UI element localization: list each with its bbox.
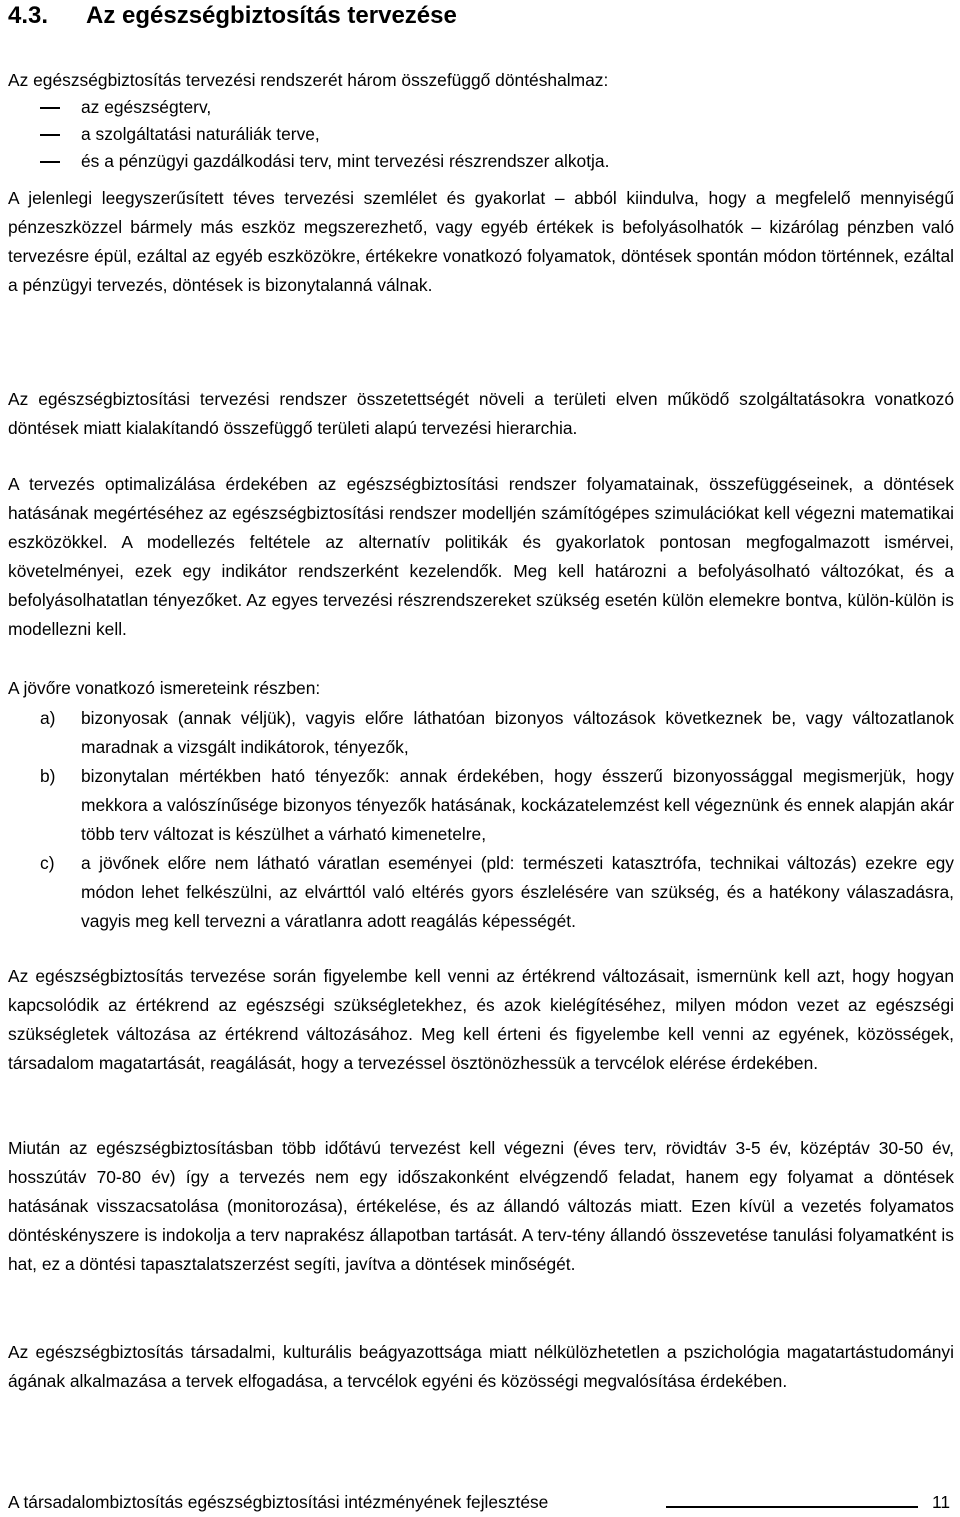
intro-paragraph: Az egészségbiztosítás tervezési rendszerét három összefüggő döntéshalmaz:: [8, 70, 609, 90]
footer-title: A társadalombiztosítás egészségbiztosítási intézményének fejlesztése: [8, 1492, 549, 1512]
page-footer: [8, 1488, 954, 1517]
list-item: [8, 849, 954, 936]
dash-bullet: [40, 107, 60, 109]
lettered-list: [8, 704, 954, 936]
list-item-text: és a pénzügyi gazdálkodási terv, mint tervezési részrendszer alkotja.: [81, 151, 610, 171]
paragraph: Miután az egészségbiztosításban több időtávú tervezést kell végezni (éves terv, rövidtáv 3-5 év, középtáv 30-50 év, hosszútáv 70-80 év) így a tervezés nem egy időszakonként elvégzendő feladat, hanem egy folyamat a döntések hatásának visszacsatolása (monitorozása), értékelése, és az állandó változás miatt. Ezen kívül a vezetés folyamatos döntéskényszere is indokolja a terv naprakész állapotban tartását. A terv-tény állandó összevetése tanulási folyamatként is hat, ez a döntési tapasztalatszerzést segíti, javítva a döntések minőségét.: [8, 1138, 954, 1274]
paragraph: Az egészségbiztosítás társadalmi, kulturális beágyazottsága miatt nélkülözhetetlen a pszichológia magatartástudományi ágának alkalmazása a tervek elfogadása, a tervcélok egyéni és közösségi megvalósítása érdekében.: [8, 1342, 954, 1391]
list-item-text: a jövőnek előre nem látható váratlan eseményei (pld: természeti katasztrófa, technikai változás) ezekre egy módon lehet felkészülni, az elvárttól való eltérés gyors észlelésére van szükség, és a hatékony válaszadásra, vagyis meg kell tervezni a váratlanra adott reagálás képességét.: [81, 853, 954, 931]
paragraph: Az egészségbiztosítás tervezése során figyelembe kell venni az értékrend változásait, ismernünk kell azt, hogy hogyan kapcsolódik az értékrend az egészségi szükségletekhez, és azok kielégítéséhez, milyen módon vezet az egészségi szükségletek változása az értékrend változásához. Meg kell érteni és figyelembe kell venni az egyének, közösségek, társadalom magatartását, reagálását, hogy a tervezéssel ösztönözhessük a tervcélok elérése érdekében.: [8, 966, 954, 1073]
list-item-text: bizonytalan mértékben ható tényezők: annak érdekében, hogy ésszerű bizonyossággal megismerjük, hogy mekkora a valószínűsége bizonyos tényezők hatásának, kockázatelemzést kell végeznünk és ennek alapján akár több terv változat is készülhet a várható kimenetelre,: [81, 766, 954, 844]
dash-bullet: [40, 161, 60, 163]
list-item-text: a szolgáltatási naturáliák terve,: [81, 124, 320, 144]
list-marker: a): [40, 708, 56, 728]
list-item: [8, 94, 954, 121]
section-heading: [8, 3, 457, 29]
list-item-text: bizonyosak (annak véljük), vagyis előre láthatóan bizonyos változások következnek be, vagy változatlanok maradnak a vizsgált indikátorok, tényezők,: [81, 708, 954, 757]
page-number: 11: [931, 1492, 950, 1512]
paragraph: A tervezés optimalizálása érdekében az egészségbiztosítási rendszer folyamatainak, összefüggéseinek, a döntések hatásának megértéséhez az egészségbiztosítási rendszer modelljén számítógépes szimulációkat kell végezni matematikai eszközökkel. A modellezés feltétele az alternatív politikák és gyakorlatok pontosan megfogalmazott ismérvei, követelményei, ezek egy indikátor rendszerként kezelendők. Meg kell határozni a befolyásolható változókat, és a befolyásolhatatlan tényezőket. Az egyes tervezési részrendszereket szükség esetén külön elemekre bontva, külön-külön is modellezni kell.: [8, 474, 954, 639]
list-item-text: az egészségterv,: [81, 97, 212, 117]
list-item: [8, 121, 954, 148]
dash-list: [8, 94, 954, 175]
list-item: [8, 704, 954, 762]
dash-bullet: [40, 134, 60, 136]
list-marker: b): [40, 766, 56, 786]
section-number: 4.3.: [8, 2, 49, 29]
section-title: Az egészségbiztosítás tervezése: [86, 2, 457, 29]
list-marker: c): [40, 853, 55, 873]
list-item: [8, 762, 954, 849]
paragraph: A jövőre vonatkozó ismereteink részben:: [8, 678, 321, 698]
footer-rule: [666, 1506, 918, 1508]
paragraph: A jelenlegi leegyszerűsített téves tervezési szemlélet és gyakorlat – abból kiindulva, hogy a megfelelő mennyiségű pénzeszközzel bármely más eszköz megszerezhető, vagy egyéb értékek is befolyásolhatók – kizárólag pénzben való tervezésre épül, ezáltal az egyéb eszközökre, értékekre vonatkozó folyamatok, döntések spontán módon történnek, ezáltal a pénzügyi tervezés, döntések is bizonytalanná válnak.: [8, 188, 954, 295]
paragraph: Az egészségbiztosítási tervezési rendszer összetettségét növeli a területi elven működő szolgáltatásokra vonatkozó döntések miatt kialakítandó összefüggő területi alapú tervezési hierarchia.: [8, 389, 954, 438]
list-item: [8, 148, 954, 175]
